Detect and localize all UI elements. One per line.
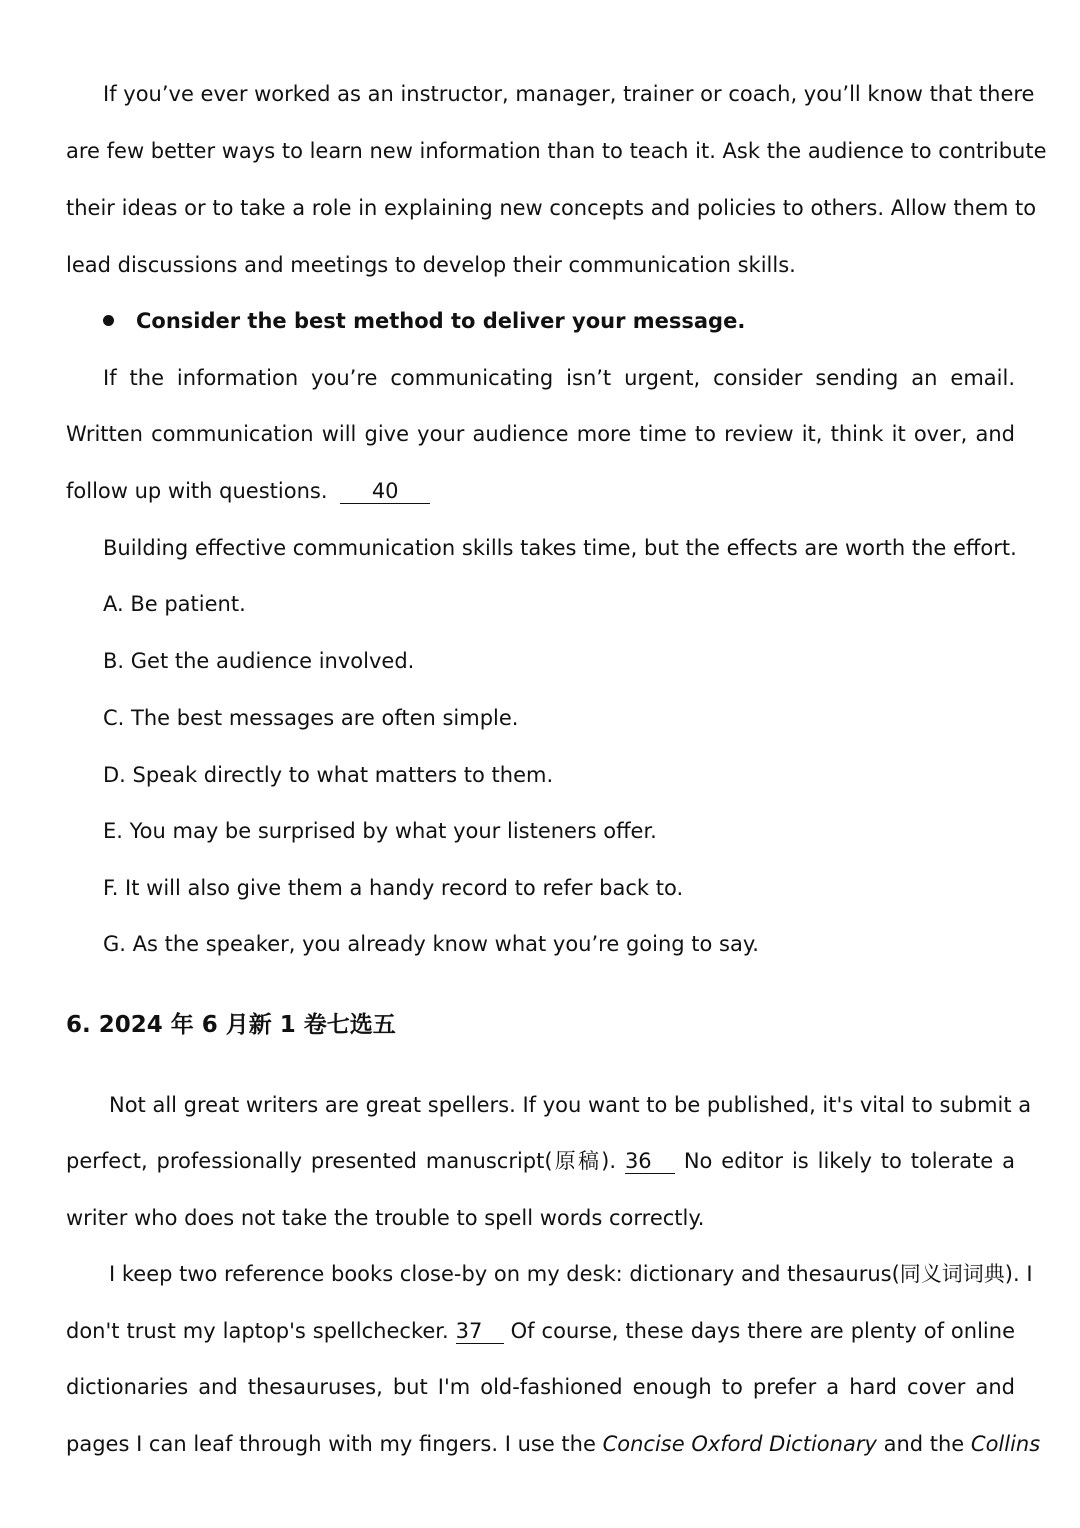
paragraph-line: I keep two reference books close-by on my desk: dictionary and thesaurus(同义词词典). I bbox=[109, 1262, 1033, 1286]
paragraph-line: dictionaries and thesauruses, but I'm old-fashioned enough to prefer a hard cover and bbox=[66, 1375, 1015, 1399]
option-e: E. You may be surprised by what your listeners offer. bbox=[103, 819, 657, 843]
book-title: Concise Oxford Dictionary bbox=[602, 1432, 877, 1456]
paragraph-text: pages I can leaf through with my fingers. I use the bbox=[66, 1432, 596, 1456]
paragraph-line: If you’ve ever worked as an instructor, manager, trainer or coach, you’ll know that there bbox=[103, 82, 1035, 106]
paragraph-line-with-titles bbox=[66, 1429, 1041, 1459]
paragraph-line: Written communication will give your audience more time to review it, think it over, and bbox=[66, 422, 1015, 446]
answer-blank-40[interactable]: 40 bbox=[340, 479, 430, 504]
paragraph-text: No editor is likely to tolerate a bbox=[683, 1149, 1015, 1173]
paragraph-line: are few better ways to learn new information than to teach it. Ask the audience to contribute bbox=[66, 139, 1047, 163]
option-g: G. As the speaker, you already know what you’re going to say. bbox=[103, 932, 759, 956]
paragraph-line: Building effective communication skills takes time, but the effects are worth the effort. bbox=[103, 536, 1017, 560]
paragraph-text: follow up with questions. bbox=[66, 479, 328, 503]
option-f: F. It will also give them a handy record to refer back to. bbox=[103, 876, 684, 900]
paragraph-line: writer who does not take the trouble to spell words correctly. bbox=[66, 1206, 705, 1230]
paragraph-line-with-blank bbox=[66, 476, 1015, 506]
paragraph-text: don't trust my laptop's spellchecker. bbox=[66, 1319, 449, 1343]
paragraph-line-with-blank bbox=[66, 1146, 1015, 1176]
paragraph-text: Of course, these days there are plenty of online bbox=[510, 1319, 1015, 1343]
paragraph-line: Not all great writers are great spellers. If you want to be published, it's vital to submit a bbox=[109, 1093, 1032, 1117]
option-d: D. Speak directly to what matters to them. bbox=[103, 763, 554, 787]
option-b: B. Get the audience involved. bbox=[103, 649, 415, 673]
paragraph-text: perfect, professionally presented manuscript(原稿). bbox=[66, 1149, 617, 1173]
book-title: Collins bbox=[970, 1432, 1041, 1456]
paragraph-line: If the information you’re communicating isn’t urgent, consider sending an email. bbox=[103, 366, 1015, 390]
paragraph-line-with-blank bbox=[66, 1316, 1015, 1346]
answer-blank-36[interactable]: 36 bbox=[625, 1149, 675, 1174]
paragraph-line: lead discussions and meetings to develop their communication skills. bbox=[66, 253, 796, 277]
paragraph-line: their ideas or to take a role in explaining new concepts and policies to others. Allow them to bbox=[66, 196, 1037, 220]
bullet-heading bbox=[103, 306, 745, 336]
answer-blank-37[interactable]: 37 bbox=[456, 1319, 504, 1344]
option-a: A. Be patient. bbox=[103, 592, 246, 616]
paragraph-text: and the bbox=[883, 1432, 965, 1456]
section-heading: 6. 2024 年 6 月新 1 卷七选五 bbox=[66, 1012, 396, 1038]
option-c: C. The best messages are often simple. bbox=[103, 706, 519, 730]
bullet-heading-text: Consider the best method to deliver your message. bbox=[136, 309, 746, 333]
bullet-icon bbox=[103, 315, 114, 326]
